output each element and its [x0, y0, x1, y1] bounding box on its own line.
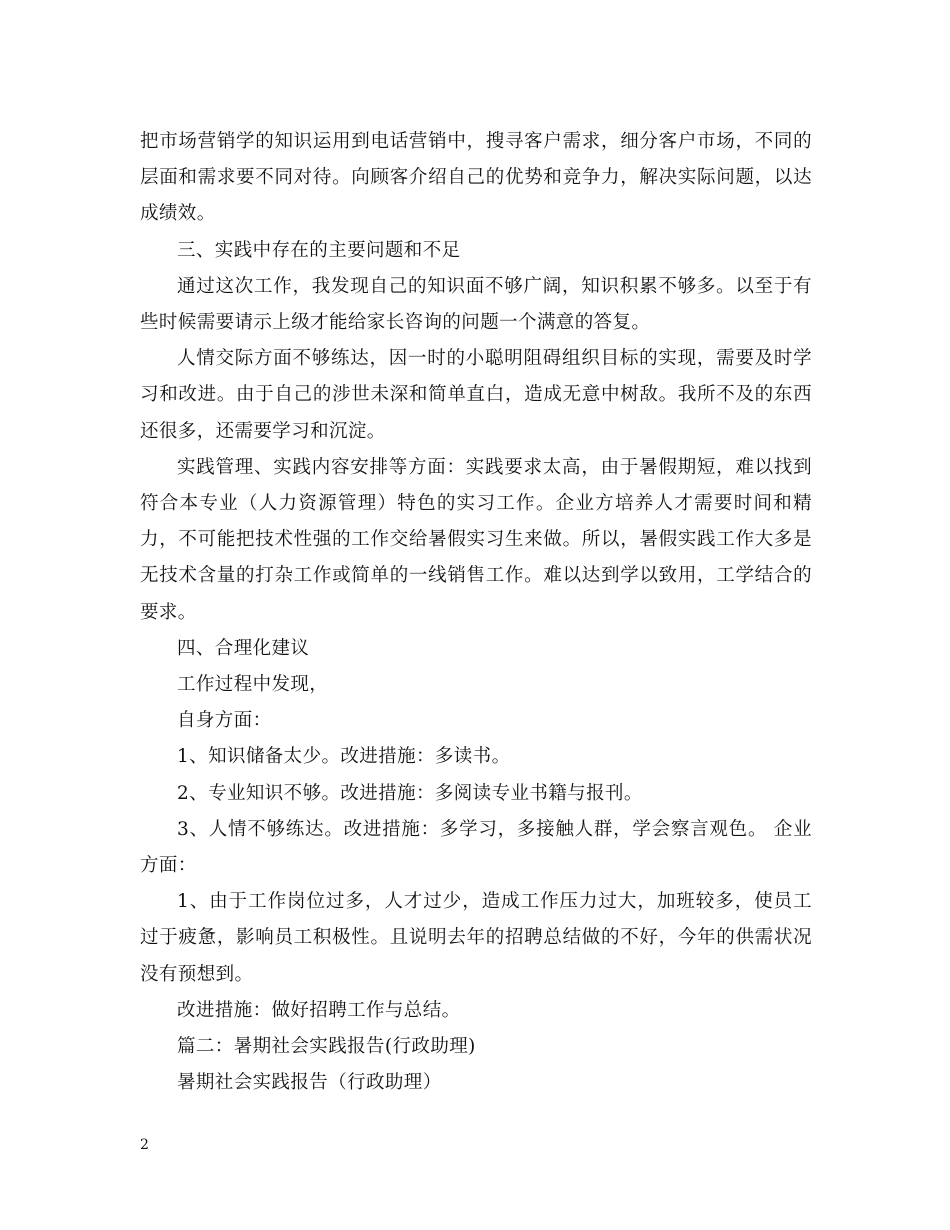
page-number: 2: [140, 1137, 149, 1153]
paragraph: 自身方面：: [177, 710, 272, 732]
list-item: 2、专业知识不够。改进措施：多阅读专业书籍与报刊。: [177, 782, 643, 804]
list-item: 1、知识储备太少。改进措施：多读书。: [177, 746, 511, 768]
article-subtitle: 暑期社会实践报告（行政助理）: [177, 1072, 442, 1094]
paragraph: 通过这次工作，我发现自己的知识面不够广阔，知识积累不够多。以至于有些时候需要请示上级才能给家长咨询的问题一个满意的答复。: [140, 275, 812, 334]
section-heading: 四、合理化建议: [177, 637, 310, 659]
paragraph: 改进措施：做好招聘工作与总结。: [177, 999, 461, 1021]
section-heading: 三、实践中存在的主要问题和不足: [177, 239, 461, 261]
list-item: 1、由于工作岗位过多，人才过少，造成工作压力过大，加班较多，使员工过于疲惫，影响员工积极性。且说明去年的招聘总结做的不好，今年的供需状况没有预想到。: [140, 891, 812, 985]
document-body: [140, 124, 812, 1101]
paragraph: 人情交际方面不够练达，因一时的小聪明阻碍组织目标的实现，需要及时学习和改进。由于自己的涉世未深和简单直白，造成无意中树敌。我所不及的东西还很多，还需要学习和沉淀。: [140, 348, 812, 442]
article-title: 篇二：暑期社会实践报告(行政助理): [177, 1036, 476, 1058]
paragraph: 实践管理、实践内容安排等方面：实践要求太高，由于暑假期短，难以找到符合本专业（人力资源管理）特色的实习工作。企业方培养人才需要时间和精力，不可能把技术性强的工作交给暑假实习生来做。所以，暑假实践工作大多是无技术含量的打杂工作或简单的一线销售工作。难以达到学以致用，工学结合的要求。: [140, 456, 812, 623]
paragraph: 把市场营销学的知识运用到电话营销中，搜寻客户需求，细分客户市场，不同的层面和需求要不同对待。向顾客介绍自己的优势和竞争力，解决实际问题，以达成绩效。: [140, 131, 812, 225]
paragraph: 工作过程中发现，: [177, 674, 329, 696]
list-item: 3、人情不够练达。改进措施：多学习，多接触人群，学会察言观色。 企业方面：: [140, 818, 812, 877]
